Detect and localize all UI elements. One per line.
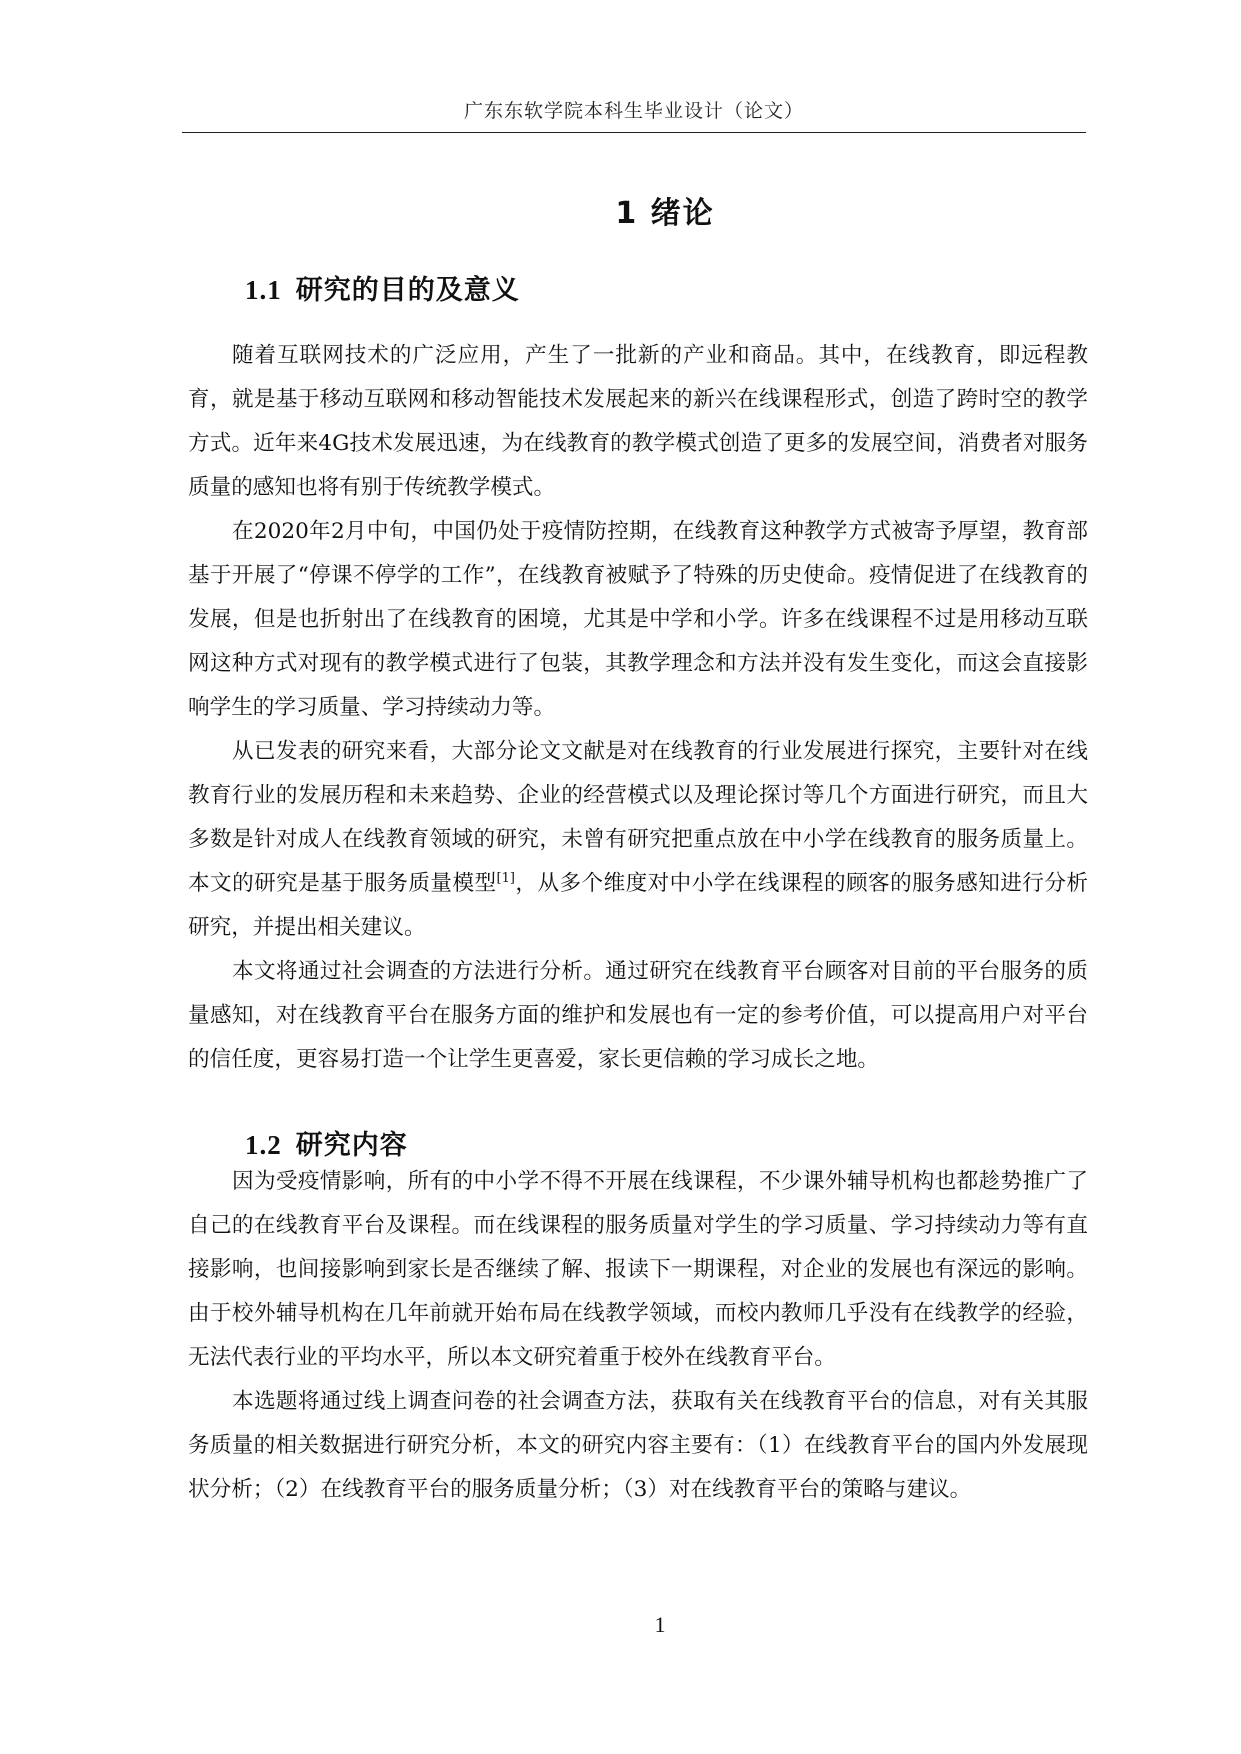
header-title: 广东东软学院本科生毕业设计（论文）	[463, 100, 804, 122]
paragraph	[188, 730, 1088, 950]
paragraph: 本文将通过社会调查的方法进行分析。通过研究在线教育平台顾客对目前的平台服务的质量感知，对在线教育平台在服务方面的维护和发展也有一定的参考价值，可以提高用户对平台的信任度，更容易打造一个让学生更喜爱，家长更信赖的学习成长之地。	[188, 959, 1088, 1072]
paragraph: 本选题将通过线上调查问卷的社会调查方法，获取有关在线教育平台的信息，对有关其服务质量的相关数据进行研究分析，本文的研究内容主要有：（1）在线教育平台的国内外发展现状分析；（2）在线教育平台的服务质量分析；（3）对在线教育平台的策略与建议。	[188, 1389, 1088, 1502]
section-title-text: 研究的目的及意义	[295, 275, 520, 306]
section-heading-1-2	[245, 1123, 408, 1162]
section-body-1-1	[188, 334, 1088, 1082]
section-heading-1-1	[245, 268, 520, 307]
section-number: 1.2	[245, 1130, 282, 1160]
paragraph: 因为受疫情影响，所有的中小学不得不开展在线课程，不少课外辅导机构也都趁势推广了自己的在线教育平台及课程。而在线课程的服务质量对学生的学习质量、学习持续动力等有直接影响，也间接影响到家长是否继续了解、报读下一期课程，对企业的发展也有深远的影响。由于校外辅导机构在几年前就开始布局在线教学领域，而校内教师几乎没有在线教学的经验，无法代表行业的平均水平，所以本文研究着重于校外在线教育平台。	[188, 1169, 1088, 1370]
page-header	[182, 96, 1086, 133]
chapter-title: 1 绪论	[615, 196, 715, 231]
section-number: 1.1	[245, 275, 282, 305]
paragraph-text: ，从多个维度对中小学在线课程的顾客的服务感知进行分析研究，并提出相关建议。	[188, 871, 1088, 940]
paragraph: 随着互联网技术的广泛应用，产生了一批新的产业和商品。其中，在线教育，即远程教育，就是基于移动互联网和移动智能技术发展起来的新兴在线课程形式，创造了跨时空的教学方式。近年来4G技术发展迅速，为在线教育的教学模式创造了更多的发展空间，消费者对服务质量的感知也将有别于传统教学模式。	[188, 343, 1088, 500]
paragraph: 在2020年2月中旬，中国仍处于疫情防控期，在线教育这种教学方式被寄予厚望，教育部基于开展了“停课不停学的工作”，在线教育被赋予了特殊的历史使命。疫情促进了在线教育的发展，但是也折射出了在线教育的困境，尤其是中学和小学。许多在线课程不过是用移动互联网这种方式对现有的教学模式进行了包装，其教学理念和方法并没有发生变化，而这会直接影响学生的学习质量、学习持续动力等。	[188, 519, 1088, 720]
section-body-1-2	[188, 1160, 1088, 1512]
page-number: 1	[654, 1612, 666, 1637]
section-title-text: 研究内容	[295, 1130, 408, 1161]
paragraph-text: 从已发表的研究来看，大部分论文文献是对在线教育的行业发展进行探究，主要针对在线教育行业的发展历程和未来趋势、企业的经营模式以及理论探讨等几个方面进行研究，而且大多数是针对成人在线教育领域的研究，未曾有研究把重点放在中小学在线教育的服务质量上。本文的研究是基于服务质量模型	[188, 739, 1088, 896]
citation-ref: [1]	[496, 870, 515, 886]
